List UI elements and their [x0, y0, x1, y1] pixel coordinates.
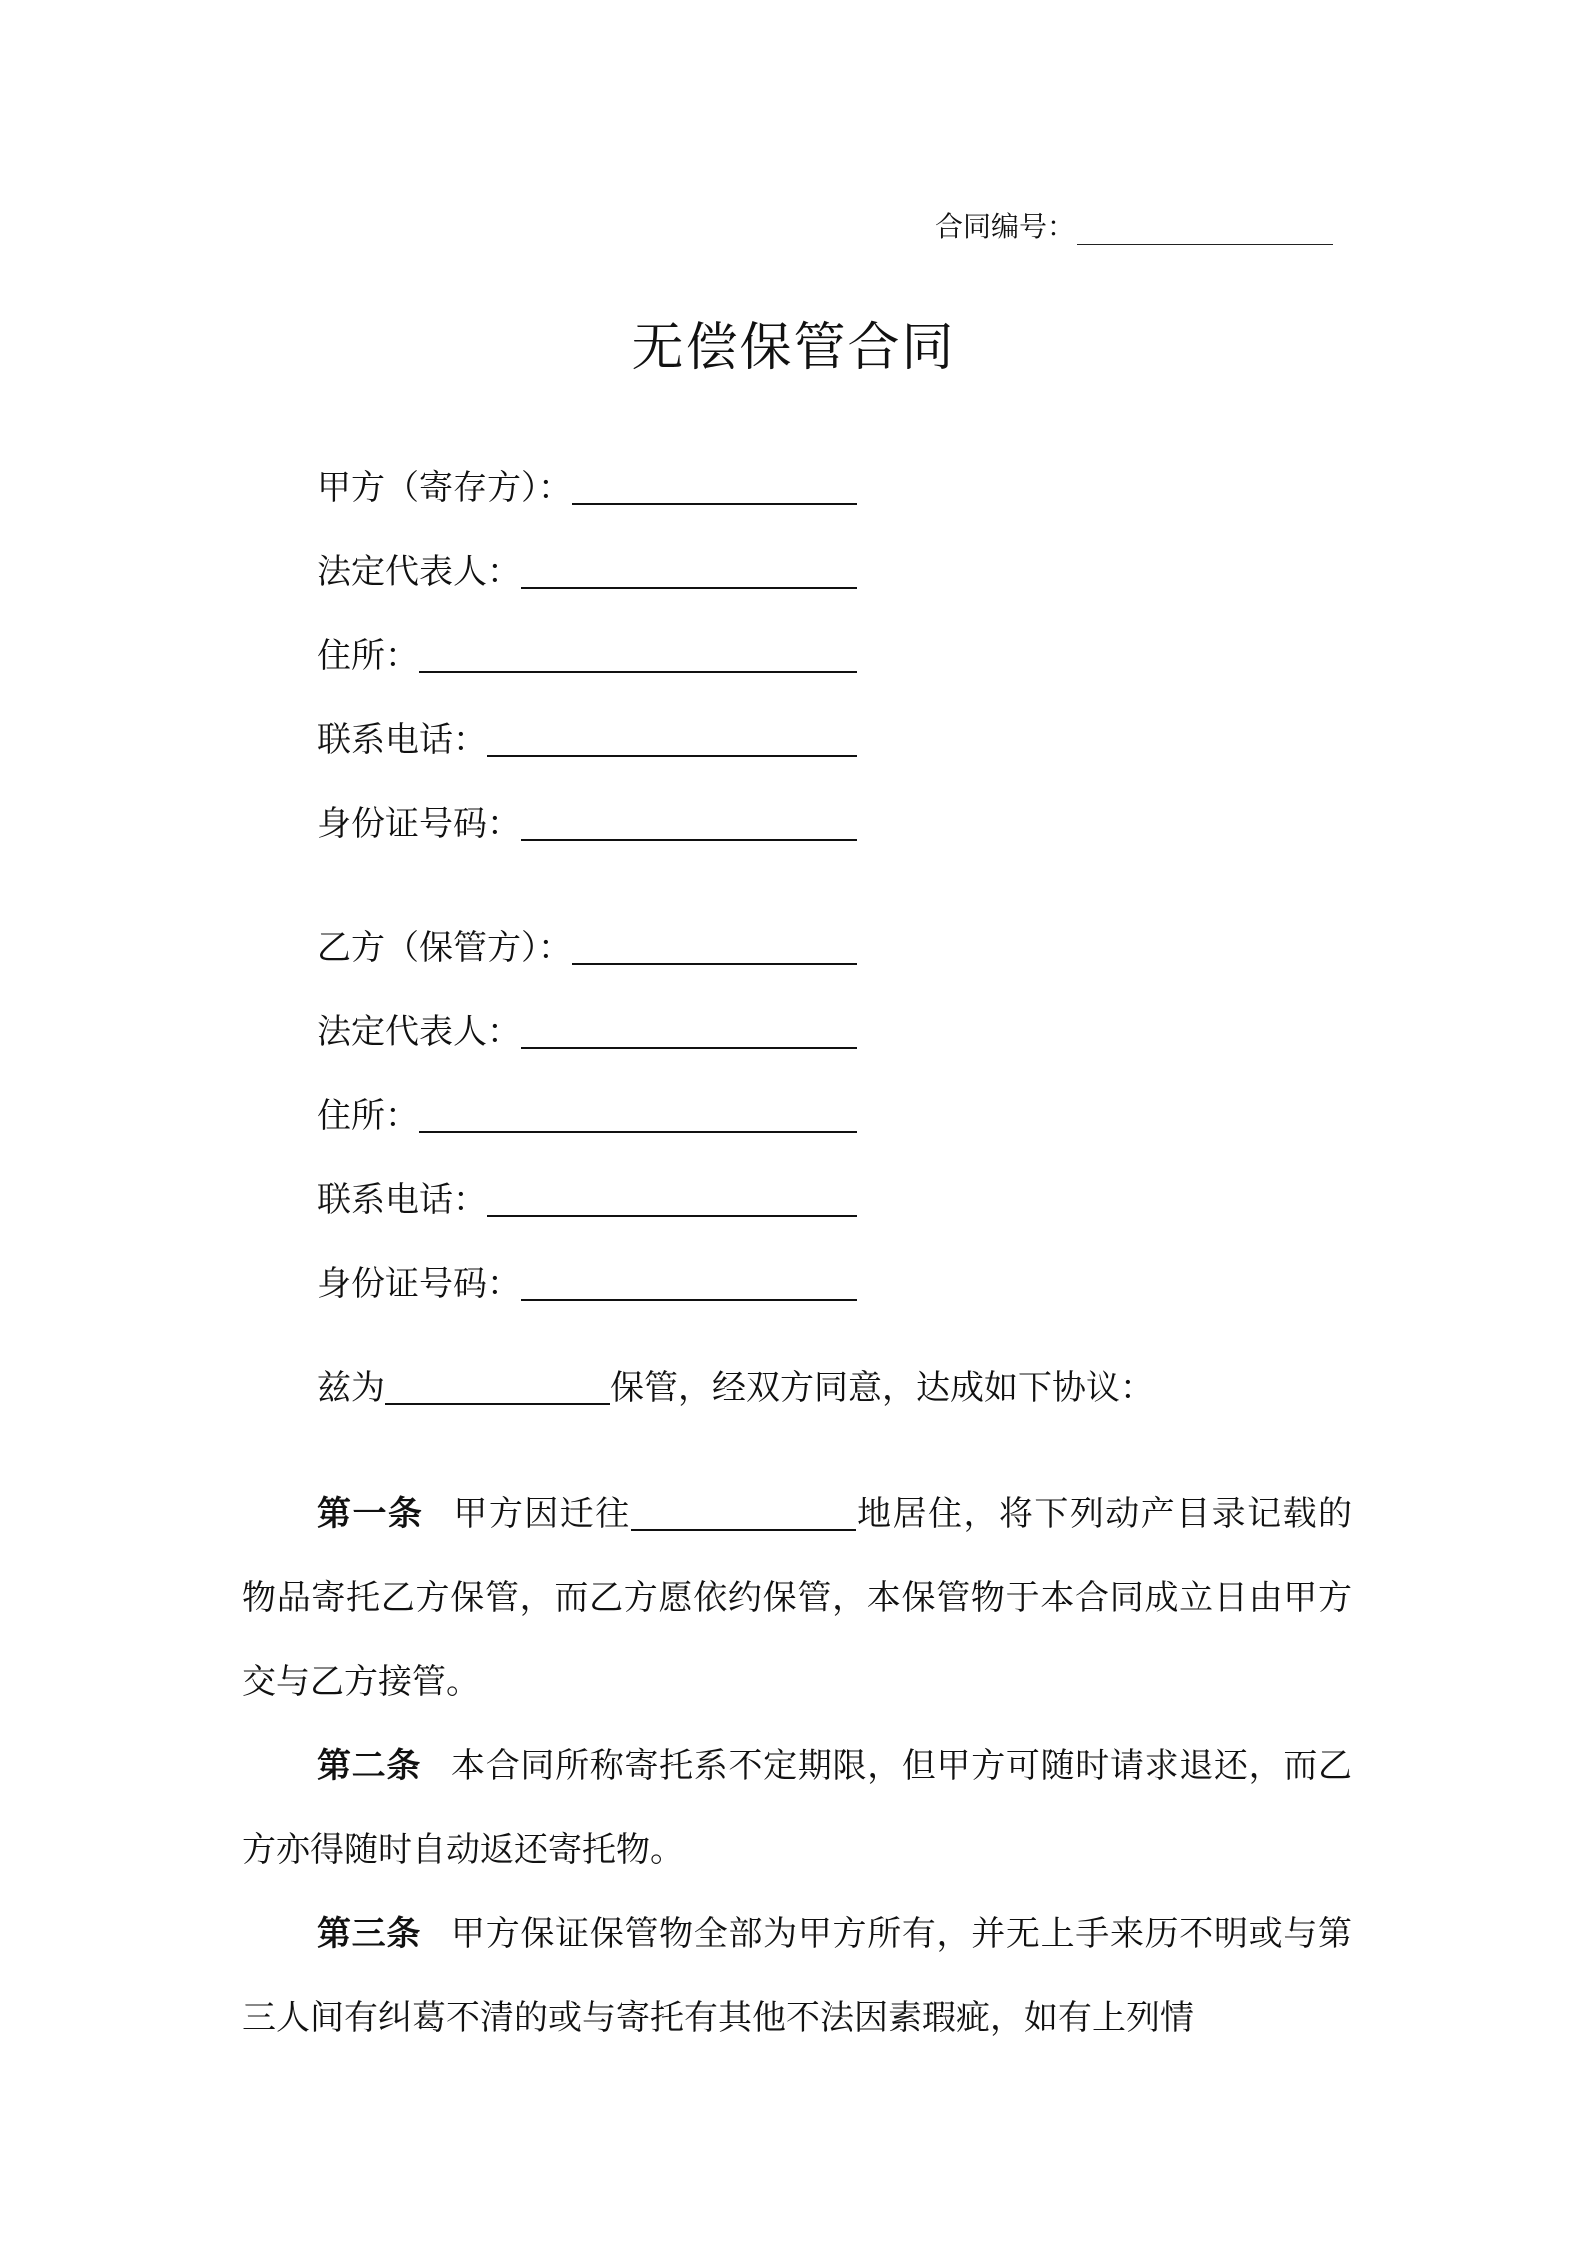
article-title: 第三条: [317, 1914, 422, 1954]
fill-blank[interactable]: [521, 799, 857, 841]
field-label: 住所：: [317, 1096, 419, 1136]
party-a-section: [317, 425, 857, 845]
party-b-name-field: [317, 885, 857, 969]
party-a-address-field: [317, 593, 857, 677]
intro-blank[interactable]: [385, 1363, 610, 1405]
article-title: 第一条: [317, 1494, 424, 1534]
party-a-id-field: [317, 761, 857, 845]
intro-text-after: 保管，经双方同意，达成如下协议：: [610, 1368, 1154, 1408]
party-a-phone-field: [317, 677, 857, 761]
article-3: [242, 1892, 1352, 2060]
field-label: 法定代表人：: [317, 1012, 521, 1052]
party-b-legal-rep-field: [317, 969, 857, 1053]
article-text-before: 甲方因迁往: [453, 1494, 631, 1534]
article-1: [242, 1472, 1352, 1724]
party-b-section: [317, 885, 857, 1305]
fill-blank[interactable]: [419, 1091, 857, 1133]
party-b-id-field: [317, 1221, 857, 1305]
fill-blank[interactable]: [572, 463, 857, 505]
party-b-phone-field: [317, 1137, 857, 1221]
article-blank[interactable]: [631, 1489, 856, 1531]
contract-number-blank[interactable]: [1077, 214, 1333, 245]
fill-blank[interactable]: [487, 715, 857, 757]
field-label: 甲方（寄存方）：: [317, 468, 572, 508]
articles-section: [242, 1472, 1352, 2060]
article-2: [242, 1724, 1352, 1892]
party-a-name-field: [317, 425, 857, 509]
contract-number-label: 合同编号：: [935, 210, 1076, 243]
article-text: 甲方保证保管物全部为甲方所有，并无上手来历不明或与第三人间有纠葛不清的或与寄托有其他不法因素瑕疵，如有上列情: [242, 1914, 1353, 2038]
field-label: 住所：: [317, 636, 419, 676]
fill-blank[interactable]: [419, 631, 857, 673]
fill-blank[interactable]: [521, 1007, 857, 1049]
intro-text-before: 兹为: [317, 1368, 385, 1408]
field-label: 身份证号码：: [317, 804, 521, 844]
fill-blank[interactable]: [521, 1259, 857, 1301]
document-title: 无偿保管合同: [631, 318, 956, 378]
intro-line: [317, 1360, 1154, 1409]
article-title: 第二条: [317, 1746, 422, 1786]
fill-blank[interactable]: [572, 923, 857, 965]
article-text: 本合同所称寄托系不定期限，但甲方可随时请求退还，而乙方亦得随时自动返还寄托物。: [242, 1746, 1353, 1870]
field-label: 联系电话：: [317, 1180, 487, 1220]
field-label: 法定代表人：: [317, 552, 521, 592]
fill-blank[interactable]: [521, 547, 857, 589]
contract-number: [935, 205, 1333, 245]
party-a-legal-rep-field: [317, 509, 857, 593]
fill-blank[interactable]: [487, 1175, 857, 1217]
article-text-after: 地居住，将下列动产目录记载的物品寄托乙方保管，而乙方愿依约保管，本保管物于本合同成立日由甲方交与乙方接管。: [242, 1494, 1353, 1702]
party-b-address-field: [317, 1053, 857, 1137]
field-label: 身份证号码：: [317, 1264, 521, 1304]
field-label: 联系电话：: [317, 720, 487, 760]
field-label: 乙方（保管方）：: [317, 928, 572, 968]
